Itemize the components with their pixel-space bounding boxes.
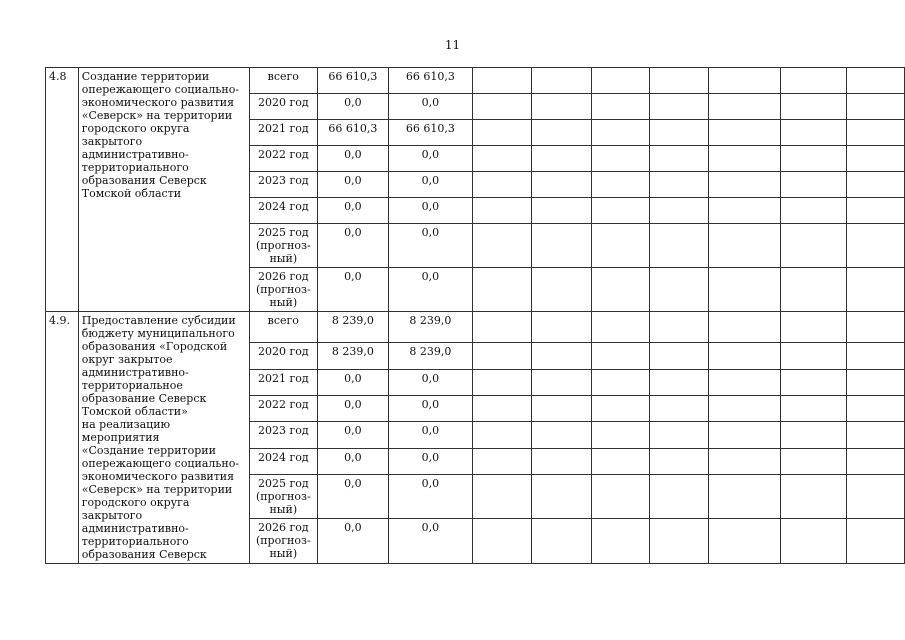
- empty-cell: [532, 268, 591, 312]
- empty-cell: [708, 422, 781, 448]
- empty-cell: [591, 422, 649, 448]
- value-cell: 0,0: [317, 268, 388, 312]
- year-line: 2023 год: [257, 174, 309, 187]
- empty-cell: [472, 68, 531, 94]
- empty-cell: [847, 519, 905, 564]
- section-name-line: территориального: [81, 535, 189, 548]
- empty-cell: [650, 120, 708, 146]
- year-line: 2026 год: [257, 270, 309, 283]
- year-line: ный): [269, 252, 298, 265]
- value-cell: 0,0: [317, 146, 388, 172]
- value-cell: 8 239,0: [389, 312, 473, 343]
- empty-cell: [650, 474, 708, 519]
- empty-cell: [650, 68, 708, 94]
- empty-cell: [472, 198, 531, 224]
- section-name-line: Томской области»: [81, 405, 188, 418]
- year-line: ный): [269, 547, 298, 561]
- empty-cell: [781, 422, 847, 448]
- empty-cell: [708, 343, 781, 369]
- empty-cell: [591, 198, 649, 224]
- year-cell: [249, 448, 317, 474]
- empty-cell: [591, 519, 649, 564]
- budget-table: [45, 67, 905, 564]
- empty-cell: [650, 519, 708, 564]
- year-line: 2024 год: [257, 450, 309, 464]
- empty-cell: [650, 146, 708, 172]
- section-name: [78, 68, 249, 312]
- value-cell: 0,0: [389, 448, 473, 474]
- value-cell: 0,0: [317, 448, 388, 474]
- empty-cell: [781, 395, 847, 421]
- section-number: 4.9.: [46, 312, 79, 564]
- empty-cell: [591, 474, 649, 519]
- empty-cell: [472, 94, 531, 120]
- empty-cell: [781, 474, 847, 519]
- empty-cell: [781, 268, 847, 312]
- empty-cell: [532, 146, 591, 172]
- empty-cell: [472, 519, 531, 564]
- empty-cell: [847, 448, 905, 474]
- empty-cell: [472, 146, 531, 172]
- empty-cell: [708, 268, 781, 312]
- empty-cell: [650, 422, 708, 448]
- value-cell: 0,0: [317, 519, 388, 564]
- empty-cell: [650, 312, 708, 343]
- empty-cell: [591, 448, 649, 474]
- section-name-line: «Создание территории: [81, 444, 216, 457]
- empty-cell: [591, 224, 649, 268]
- empty-cell: [650, 448, 708, 474]
- empty-cell: [472, 343, 531, 369]
- empty-cell: [532, 94, 591, 120]
- value-cell: 0,0: [389, 94, 473, 120]
- section-name-line: опережающего социально-: [81, 457, 240, 470]
- value-cell: 66 610,3: [317, 120, 388, 146]
- section-name-line: экономического развития: [81, 96, 235, 109]
- empty-cell: [532, 312, 591, 343]
- empty-cell: [781, 146, 847, 172]
- year-line: ный): [269, 502, 298, 516]
- empty-cell: [532, 68, 591, 94]
- year-line: 2023 год: [257, 424, 309, 438]
- empty-cell: [847, 198, 905, 224]
- empty-cell: [847, 395, 905, 421]
- year-line: 2024 год: [257, 200, 309, 213]
- empty-cell: [781, 369, 847, 395]
- empty-cell: [532, 369, 591, 395]
- empty-cell: [847, 369, 905, 395]
- year-cell: [249, 369, 317, 395]
- empty-cell: [708, 519, 781, 564]
- empty-cell: [847, 268, 905, 312]
- value-cell: 66 610,3: [317, 68, 388, 94]
- empty-cell: [708, 94, 781, 120]
- value-cell: 0,0: [317, 172, 388, 198]
- empty-cell: [532, 120, 591, 146]
- value-cell: 0,0: [389, 172, 473, 198]
- empty-cell: [472, 395, 531, 421]
- value-cell: 0,0: [317, 422, 388, 448]
- section-name-line: территориального: [81, 161, 189, 174]
- section-name-line: административно-: [81, 148, 189, 161]
- year-line: 2026 год: [257, 521, 309, 535]
- empty-cell: [781, 172, 847, 198]
- empty-cell: [650, 94, 708, 120]
- empty-cell: [847, 94, 905, 120]
- year-cell: [249, 224, 317, 268]
- empty-cell: [708, 198, 781, 224]
- empty-cell: [781, 343, 847, 369]
- section-name-line: административно-: [81, 366, 189, 379]
- empty-cell: [781, 120, 847, 146]
- section-name-line: округ закрытое: [81, 353, 173, 366]
- year-cell: [249, 198, 317, 224]
- empty-cell: [650, 343, 708, 369]
- year-cell: [249, 343, 317, 369]
- empty-cell: [708, 312, 781, 343]
- empty-cell: [847, 120, 905, 146]
- empty-cell: [472, 312, 531, 343]
- empty-cell: [472, 448, 531, 474]
- section-name-line: образование Северск: [81, 392, 207, 405]
- section-name-line: Создание территории: [81, 70, 210, 83]
- empty-cell: [847, 422, 905, 448]
- empty-cell: [591, 312, 649, 343]
- empty-cell: [591, 395, 649, 421]
- empty-cell: [532, 172, 591, 198]
- value-cell: 66 610,3: [389, 120, 473, 146]
- empty-cell: [650, 395, 708, 421]
- year-cell: [249, 312, 317, 343]
- empty-cell: [847, 146, 905, 172]
- year-cell: [249, 68, 317, 94]
- year-cell: [249, 474, 317, 519]
- empty-cell: [591, 369, 649, 395]
- year-line: (прогноз-: [255, 534, 311, 548]
- page-number: 11: [444, 38, 461, 52]
- section-name-line: «Северск» на территории: [81, 109, 233, 122]
- empty-cell: [650, 268, 708, 312]
- empty-cell: [591, 268, 649, 312]
- section-name-line: административно-: [81, 522, 189, 535]
- empty-cell: [472, 422, 531, 448]
- empty-cell: [532, 422, 591, 448]
- empty-cell: [591, 68, 649, 94]
- empty-cell: [781, 198, 847, 224]
- value-cell: 8 239,0: [389, 343, 473, 369]
- year-line: 2025 год: [257, 226, 309, 239]
- table-row: [46, 312, 905, 343]
- empty-cell: [472, 224, 531, 268]
- year-cell: [249, 120, 317, 146]
- section-name-line: бюджету муниципального: [81, 327, 235, 340]
- value-cell: 0,0: [317, 224, 388, 268]
- value-cell: 0,0: [389, 519, 473, 564]
- value-cell: 66 610,3: [389, 68, 473, 94]
- value-cell: 0,0: [317, 474, 388, 519]
- empty-cell: [708, 474, 781, 519]
- empty-cell: [591, 146, 649, 172]
- empty-cell: [532, 395, 591, 421]
- value-cell: 0,0: [317, 395, 388, 421]
- empty-cell: [708, 120, 781, 146]
- empty-cell: [847, 474, 905, 519]
- year-line: ный): [269, 296, 298, 309]
- empty-cell: [591, 94, 649, 120]
- empty-cell: [708, 224, 781, 268]
- empty-cell: [708, 369, 781, 395]
- value-cell: 0,0: [389, 369, 473, 395]
- empty-cell: [532, 474, 591, 519]
- year-line: 2020 год: [257, 345, 309, 359]
- value-cell: 0,0: [317, 369, 388, 395]
- empty-cell: [847, 343, 905, 369]
- empty-cell: [781, 224, 847, 268]
- year-line: (прогноз-: [255, 283, 311, 296]
- value-cell: 0,0: [389, 474, 473, 519]
- empty-cell: [650, 369, 708, 395]
- section-name: [78, 312, 249, 564]
- year-cell: [249, 146, 317, 172]
- section-name-line: на реализацию мероприятия: [81, 418, 171, 444]
- year-line: всего: [267, 314, 299, 327]
- section-name-line: городского округа закрытого: [81, 496, 190, 522]
- empty-cell: [708, 172, 781, 198]
- empty-cell: [650, 172, 708, 198]
- section-name-line: Предоставление субсидии: [81, 314, 236, 327]
- value-cell: 8 239,0: [317, 343, 388, 369]
- empty-cell: [472, 172, 531, 198]
- value-cell: 0,0: [317, 198, 388, 224]
- empty-cell: [532, 519, 591, 564]
- year-cell: [249, 519, 317, 564]
- empty-cell: [781, 448, 847, 474]
- section-name-line: образования Северск: [81, 548, 207, 561]
- year-line: 2022 год: [257, 148, 309, 161]
- empty-cell: [847, 224, 905, 268]
- section-number: 4.8: [46, 68, 79, 312]
- empty-cell: [472, 369, 531, 395]
- empty-cell: [847, 312, 905, 343]
- empty-cell: [532, 224, 591, 268]
- empty-cell: [532, 343, 591, 369]
- empty-cell: [847, 68, 905, 94]
- year-line: всего: [267, 70, 299, 83]
- empty-cell: [708, 68, 781, 94]
- year-cell: [249, 268, 317, 312]
- value-cell: 0,0: [389, 422, 473, 448]
- empty-cell: [781, 94, 847, 120]
- year-line: 2020 год: [257, 96, 309, 109]
- empty-cell: [591, 343, 649, 369]
- empty-cell: [781, 312, 847, 343]
- section-name-line: Томской области: [81, 187, 182, 200]
- section-name-line: образования Северск: [81, 174, 207, 187]
- value-cell: 0,0: [389, 198, 473, 224]
- year-line: 2021 год: [257, 122, 309, 135]
- empty-cell: [708, 395, 781, 421]
- empty-cell: [650, 224, 708, 268]
- empty-cell: [708, 146, 781, 172]
- empty-cell: [781, 519, 847, 564]
- empty-cell: [847, 172, 905, 198]
- value-cell: 8 239,0: [317, 312, 388, 343]
- empty-cell: [591, 172, 649, 198]
- value-cell: 0,0: [389, 395, 473, 421]
- value-cell: 0,0: [389, 268, 473, 312]
- year-line: 2025 год: [257, 476, 309, 490]
- value-cell: 0,0: [389, 224, 473, 268]
- section-name-line: территориальное: [81, 379, 183, 392]
- year-line: (прогноз-: [255, 489, 311, 503]
- year-cell: [249, 422, 317, 448]
- empty-cell: [708, 448, 781, 474]
- section-name-line: городского округа закрытого: [81, 122, 190, 148]
- empty-cell: [591, 120, 649, 146]
- empty-cell: [472, 120, 531, 146]
- table-row: [46, 68, 905, 94]
- value-cell: 0,0: [389, 146, 473, 172]
- year-cell: [249, 94, 317, 120]
- empty-cell: [781, 68, 847, 94]
- year-line: 2022 год: [257, 397, 309, 411]
- empty-cell: [532, 448, 591, 474]
- value-cell: 0,0: [317, 94, 388, 120]
- year-cell: [249, 395, 317, 421]
- empty-cell: [472, 474, 531, 519]
- year-cell: [249, 172, 317, 198]
- empty-cell: [472, 268, 531, 312]
- section-name-line: образования «Городской: [81, 340, 228, 353]
- empty-cell: [650, 198, 708, 224]
- year-line: (прогноз-: [255, 239, 311, 252]
- empty-cell: [532, 198, 591, 224]
- year-line: 2021 год: [257, 371, 309, 385]
- section-name-line: экономического развития: [81, 470, 235, 483]
- section-name-line: «Северск» на территории: [81, 483, 233, 496]
- section-name-line: опережающего социально-: [81, 83, 240, 96]
